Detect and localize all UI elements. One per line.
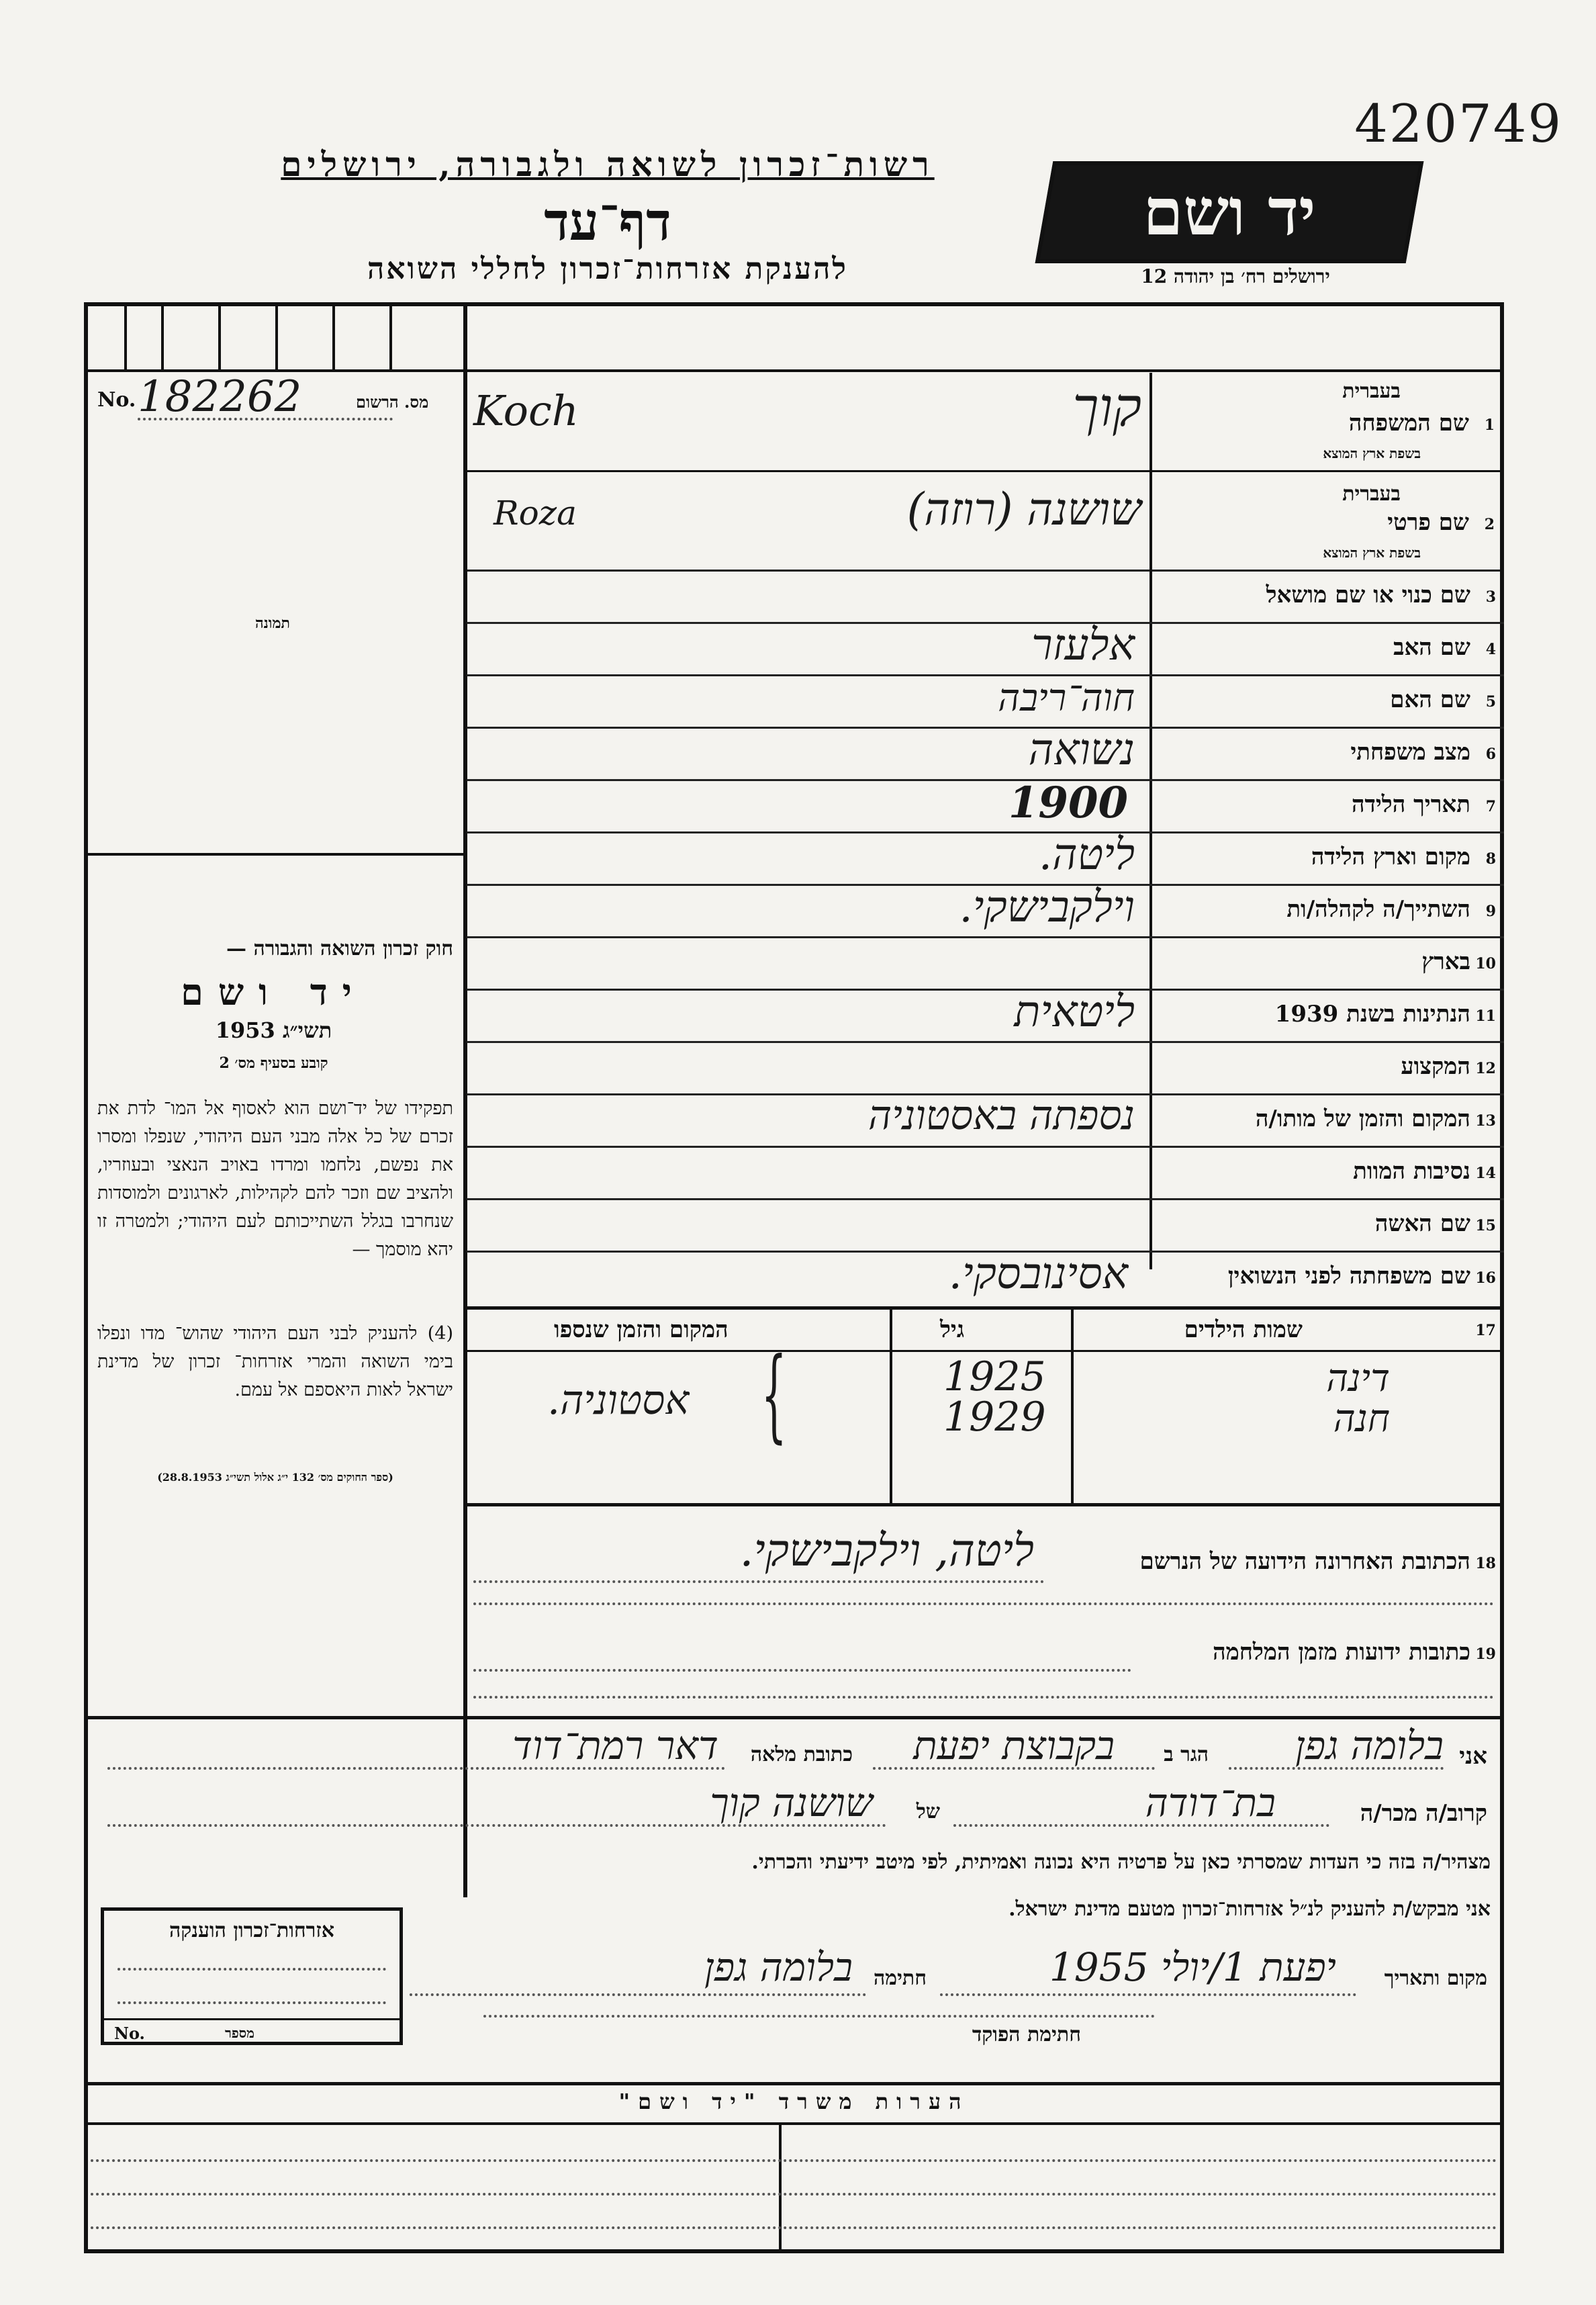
- law-paragraph-2: (4) להעניק לבני העם היהודי שהוש־ מדו ונפלו בימי השואה והמרי אזרחות־ זכרון של מדינת ישראל לאות היאספם אל עמם.: [97, 1323, 453, 1400]
- field-18: 18 הכתובת האחרונה הידועה של הנרשם ליטה, וילקבישקי.: [467, 1511, 1504, 1605]
- logo-address: ירושלים רח׳ בן יהודה 12: [1141, 265, 1330, 287]
- declarant-address: דאר רמת־דוד: [512, 1723, 718, 1768]
- field-15: 15 שם האשה: [467, 1200, 1504, 1253]
- field-2: 2 שם פרטי בעברית בשפת ארץ המוצא: [1323, 482, 1495, 561]
- grant-no-label: No.: [114, 2024, 145, 2043]
- declaration-line-1: אני בלומה גפן הגר ב בקבוצת יפעת כתובת מלאה דאר רמת־דוד: [101, 1729, 1491, 1770]
- field-11: 11 הנתינות בשנת 1939 ליטאית: [467, 991, 1504, 1043]
- field-6: 6 מצב משפחתי נשואה: [467, 729, 1504, 781]
- place-date-signature: מקום ותאריך יפעת 1/יולי 1955 חתימה בלומה גפן: [403, 1948, 1491, 1995]
- law-footnote: (ספר החוקים מס׳ 132 י״ג אלול תשי״ג 28.8.1953): [157, 1471, 393, 1484]
- field-8: 8 מקום וארץ הלידה ליטה.: [467, 833, 1504, 886]
- field-12: 12 המקצוע: [467, 1043, 1504, 1095]
- grant-title: אזרחות־זכרון הוענקה: [169, 1919, 335, 1942]
- field-2-value-latin: Roza: [494, 494, 577, 533]
- field-4: 4 שם האב אלעזר: [467, 624, 1504, 676]
- field-5: 5 שם האם חוה־ריבה: [467, 676, 1504, 729]
- relation: בת־דודה: [1145, 1780, 1276, 1825]
- field-19: 19 כתובות ידועות מזמן המלחמה: [467, 1612, 1504, 1699]
- field-2-value-hebrew: שושנה (רוזה): [906, 484, 1141, 535]
- law-paragraph-1: תפקידו של יד־ושם הוא לאסוף אל המו־ לדת את זכרם של כל אלה מבני העם היהודי, שנפלו ומסרו את נפשם, נלחמו ומרדו באויב הנאצי ובעוזריו, ולהציב שם וזכר להם לקהילות, לארגונים ולמוסדות שנחרבו בגלל השתייכותם לעם היהודי; ולמטרה זו יהא מוסמך —: [97, 1098, 453, 1260]
- yad-vashem-logo: [1035, 161, 1424, 263]
- relation-of: שושנה קוך: [710, 1780, 873, 1825]
- field-7: 7 תאריך הלידה 1900: [467, 781, 1504, 833]
- form-title: דף־עד: [544, 191, 671, 253]
- office-notes-title: הערות משרד "יד ושם": [618, 2089, 970, 2114]
- corner-number: 420749: [1354, 94, 1562, 154]
- declarant-name: בלומה גפן: [1295, 1723, 1444, 1768]
- reg-no-value: 182262: [138, 372, 302, 422]
- reg-no-label: No.: [97, 388, 136, 412]
- child-row: חנה 1929: [943, 1394, 1390, 1441]
- logo-text: יד ושם: [1143, 174, 1316, 250]
- col-age: גיל: [940, 1316, 965, 1343]
- registration: [94, 372, 460, 423]
- field-1: 1 שם המשפחה בעברית בשפת ארץ המוצא: [1323, 379, 1495, 461]
- place-date-value: יפעת 1/יולי 1955: [1049, 1944, 1336, 1990]
- declaration-request: אני מבקש/ת להעניק לנ״ל אזרחות־זכרון מטעם מדינת ישראל.: [1008, 1897, 1491, 1921]
- field-1-value-hebrew: קוך: [1072, 376, 1141, 439]
- field-16: 16 שם משפחתה לפני הנשואין אסינובסקי.: [467, 1253, 1504, 1310]
- field-9: 9 השתייך/ה לקהלה/ות וילקבישקי.: [467, 886, 1504, 938]
- law-year: תשי״ג 1953: [215, 1018, 332, 1043]
- authority-title: רשות־זכרון לשואה ולגבורה, ירושלים: [281, 144, 935, 184]
- field-3: 3 שם כנוי או שם מושאל: [467, 572, 1504, 624]
- officer-signature: חתימת הפוקד: [403, 2015, 1491, 2048]
- field-18-value: ליטה, וילקבישקי.: [739, 1525, 1034, 1576]
- children-place: אסטוניה.: [547, 1377, 690, 1424]
- declaration-line-2: קרוב/ה מכר/ה בת־דודה של שושנה קוך: [101, 1787, 1491, 1827]
- col-children-names: שמות הילדים: [1184, 1316, 1303, 1343]
- form-subtitle: להענקת אזרחות־זכרון לחללי השואה: [367, 252, 848, 286]
- field-10: 10 בארץ: [467, 938, 1504, 991]
- col-place-time: המקום והזמן שנספו: [554, 1316, 729, 1343]
- children-table: 17 שמות הילדים גיל המקום והזמן שנספו דינה 1925 חנה 1929 { אסטוניה.: [467, 1310, 1504, 1504]
- grant-box: [101, 1907, 403, 2045]
- field-1-value-latin: Koch: [473, 386, 579, 435]
- field-13: 13 המקום והזמן של מותו/ה נספתה באסטוניה: [467, 1095, 1504, 1148]
- declaration-statement: מצהיר/ה בזה כי העדות שמסרתי כאן על פרטיה היא נכונה ואמיתית, לפי מיטב ידיעתי והכרתי.: [751, 1850, 1491, 1874]
- signature-value: בלומה גפן: [704, 1944, 853, 1990]
- photo-label: תמונה: [255, 615, 290, 632]
- field-14: 14 נסיבות המוות: [467, 1148, 1504, 1200]
- reg-no-hebrew-label: מס. הרשום: [356, 392, 429, 412]
- law-name: יד ושם: [181, 970, 367, 1013]
- child-row: דינה 1925: [943, 1353, 1390, 1400]
- grant-number-label: מספר: [225, 2025, 254, 2041]
- law-title: חוק זכרון השואה והגבורה —: [226, 937, 453, 960]
- declarant-residence: בקבוצת יפעת: [913, 1723, 1115, 1768]
- law-section: קובע בסעיף מס׳ 2: [219, 1054, 328, 1072]
